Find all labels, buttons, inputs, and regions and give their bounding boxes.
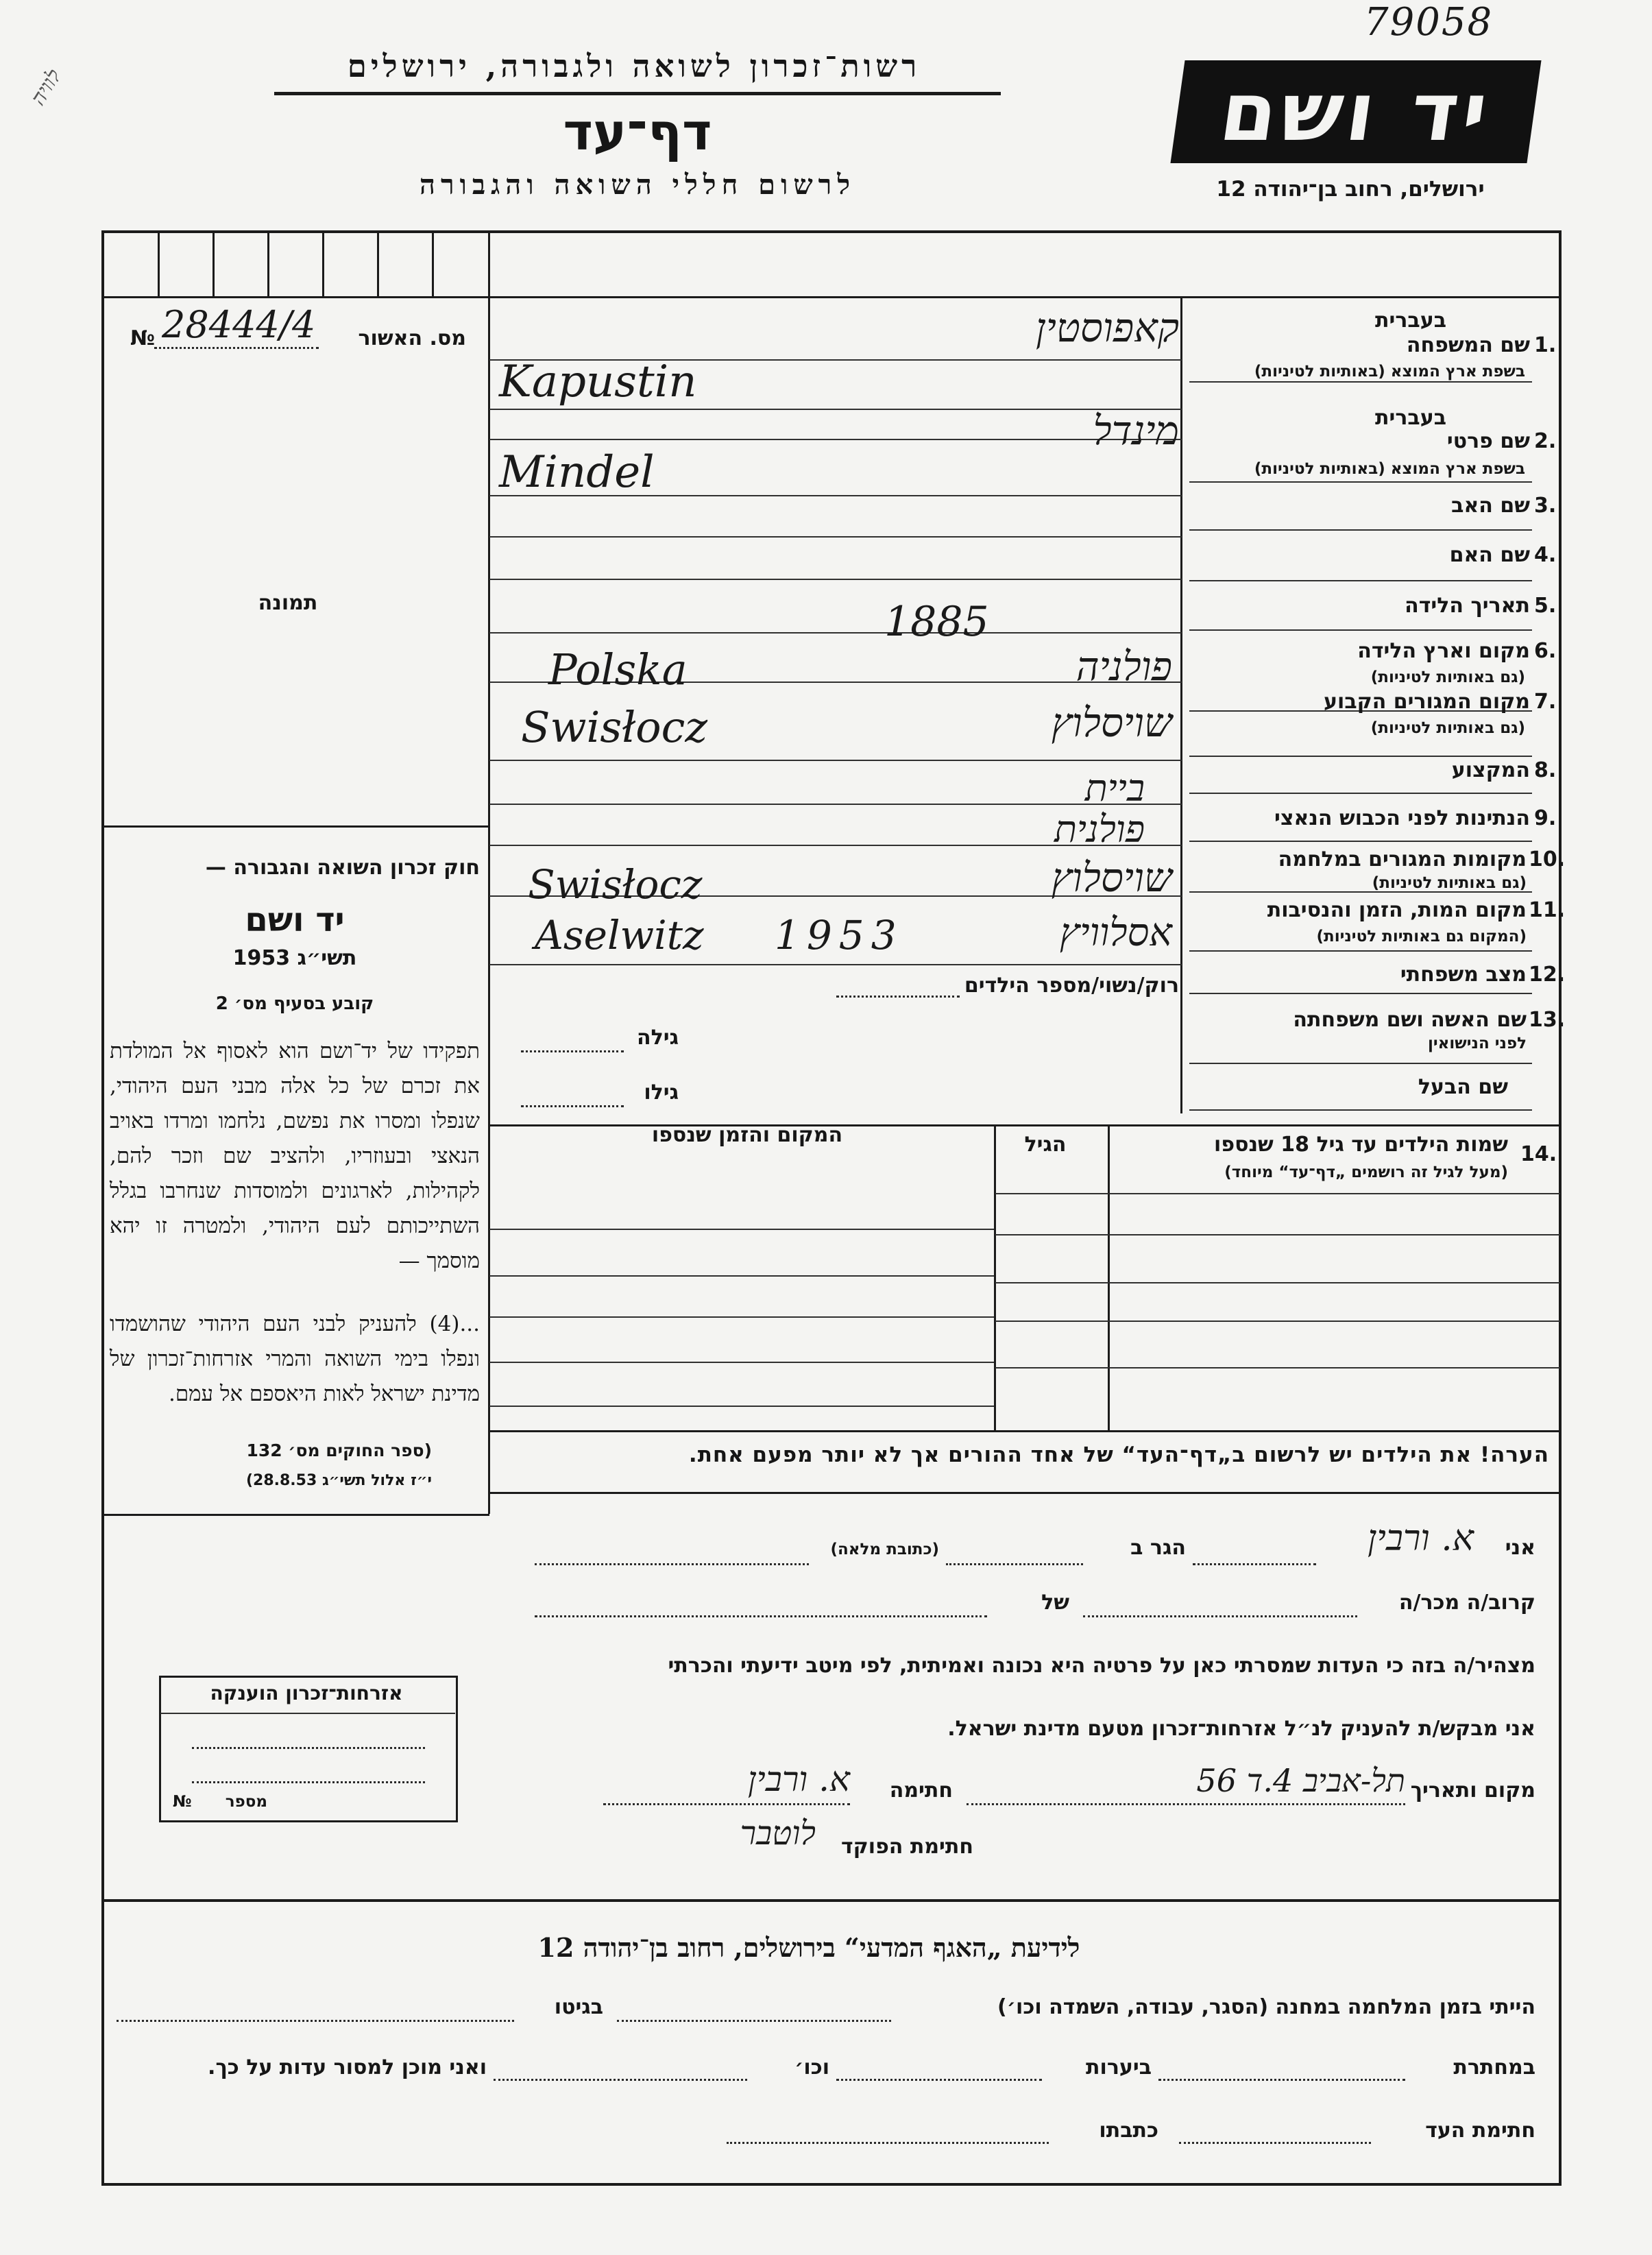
field-6-latin-value[interactable]: Polska xyxy=(548,644,688,695)
decl-signature-value[interactable]: א. ורבין xyxy=(747,1759,850,1799)
field-12-number: 12. xyxy=(1529,963,1566,987)
field-10-sub: (גם באותיות לטיניות) xyxy=(1372,874,1527,892)
approval-number: 28444/4 xyxy=(162,303,316,346)
field-2-sub: בשפת ארץ המוצא (באותיות לטיניות) xyxy=(1254,460,1525,478)
field-11-label: מקום המות, הזמן והנסיבות xyxy=(1267,898,1527,922)
decl-clerk-value[interactable]: לוטבר xyxy=(740,1814,816,1853)
field-2-label: שם פרטי xyxy=(1446,429,1530,453)
bottom-witness-signature-label: חתימת העד xyxy=(1425,2119,1535,2143)
field-12-options[interactable]: רוק/נשוי/מספר הילדים xyxy=(964,974,1179,998)
grid-cell xyxy=(158,232,160,298)
children-label: שמות הילדים עד גיל 18 שנספו xyxy=(1214,1133,1508,1157)
corner-stamp: לוויה xyxy=(26,64,66,110)
grid-cell xyxy=(322,232,324,298)
field-2-hebrew-value[interactable]: מינדל xyxy=(1093,407,1179,454)
field-10-latin-value[interactable]: Swisłocz xyxy=(528,861,703,908)
field-9-value[interactable]: פולנית xyxy=(1054,808,1145,851)
husband-label: שם הבעל xyxy=(1418,1075,1508,1099)
form-subtitle: לרשום חללי השואה והגבורה xyxy=(419,169,856,201)
decl-address-label: (כתובת מלאה) xyxy=(830,1541,939,1558)
children-col-divider xyxy=(1108,1126,1110,1430)
field-13-number: 13. xyxy=(1529,1008,1566,1032)
approval-no-symbol: № xyxy=(130,326,156,350)
law-clause: קובע בסעיף מס׳ 2 xyxy=(215,993,374,1014)
field-1-hebrew-value[interactable]: קאפוסטין xyxy=(1035,304,1179,351)
field-13-label: שם האשה ושם משפחתה xyxy=(1293,1008,1527,1032)
decl-request: אני מבקש/ת להעניק לנ״ל אזרחות־זכרון מטעם מדינת ישראל. xyxy=(947,1717,1535,1741)
field-5-number: 5. xyxy=(1534,594,1557,618)
certificate-title: אזרחות־זכרון הוענקה xyxy=(210,1682,403,1704)
field-3-label: שם האב xyxy=(1451,494,1530,518)
field-7-sub: (גם באותיות לטיניות) xyxy=(1370,719,1525,737)
law-text-1: תפקידו של יד־ושם הוא לאסוף אל המולדת את זכרם של כל אלה מבני העם היהודי, שנפלו ומסרו את נפשם, נלחמו ומרדו באויב הנאצי ובעוזריו, ולהציב שם וזכר להם, לקהילות, לארגונים ולמוסדות שנחרבו בגלל השתייכותם לעם היהודי, ולמטרה זו יהא מוסמך — xyxy=(110,1039,480,1273)
decl-of-label: של xyxy=(1041,1591,1069,1615)
decl-signature-label: חתימה xyxy=(889,1778,953,1802)
children-place-col: המקום והזמן שנספו xyxy=(651,1123,843,1147)
field-5-value[interactable]: 1885 xyxy=(884,598,989,646)
bottom-forests-label: ביערות xyxy=(1086,2055,1152,2079)
field-7-label: מקום המגורים הקבוע xyxy=(1324,690,1530,714)
certificate-number-label: מספר xyxy=(225,1793,267,1811)
field-7-number: 7. xyxy=(1534,690,1557,714)
children-col-divider xyxy=(994,1126,996,1430)
column-divider xyxy=(488,232,490,1514)
field-9-number: 9. xyxy=(1534,806,1557,830)
decl-clerk-label: חתימת הפוקד xyxy=(841,1835,973,1859)
field-11-year[interactable]: 1953 xyxy=(775,912,903,958)
field-1-latin-value[interactable]: Kapustin xyxy=(499,357,697,407)
bottom-title: לידיעת „האגף המדעי“ בירושלים, רחוב בן־יהודה 12 xyxy=(537,1932,1080,1963)
field-11-hebrew-value[interactable]: אסלוויץ xyxy=(1059,911,1172,955)
field-8-value[interactable]: ביית xyxy=(1084,767,1145,810)
bottom-address-label: כתבתו xyxy=(1099,2119,1158,2143)
field-9-label: הנתינות לפני הכבוש הנאצי xyxy=(1274,806,1530,830)
children-sub: (מעל לגיל זה רושמים „דף־עד“ מיוחד) xyxy=(1224,1163,1508,1181)
grid-cell xyxy=(432,232,434,298)
field-6-label: מקום וארץ הלידה xyxy=(1357,639,1530,663)
field-1-sub: בשפת ארץ המוצא (באותיות לטיניות) xyxy=(1254,363,1525,381)
grid-cell xyxy=(212,232,215,298)
field-10-label: מקומות המגורים במלחמה xyxy=(1278,847,1527,871)
children-note: הערה! את הילדים יש לרשום ב„דף־העד“ של אחד ההורים אך לא יותר מפעם אחת. xyxy=(688,1443,1549,1467)
law-source: (ספר החוקים מס׳ 132 xyxy=(246,1440,432,1460)
bottom-underground-label: במחתרת xyxy=(1453,2055,1535,2079)
grid-cell xyxy=(377,232,379,298)
grid-cell xyxy=(267,232,269,298)
field-4-label: שם האם xyxy=(1449,543,1530,567)
law-name: יד ושם xyxy=(245,901,345,939)
field-5-label: תאריך הלידה xyxy=(1405,594,1530,618)
certificate-no-symbol: № xyxy=(173,1793,192,1811)
field-6-sub: (גם באותיות לטיניות) xyxy=(1370,668,1525,686)
field-12-label: מצב משפחתי xyxy=(1400,963,1527,987)
field-11-number: 11. xyxy=(1529,898,1566,922)
bottom-etc-label: וכו׳ xyxy=(794,2055,829,2079)
field-8-label: המקצוע xyxy=(1451,758,1530,782)
field-13-age-label: גילה xyxy=(637,1026,679,1050)
children-age-col: הגיל xyxy=(1024,1133,1067,1157)
approval-label: מס. האשור xyxy=(358,326,466,350)
archive-number: 79058 xyxy=(1364,0,1494,45)
field-2-hebrew-tag: בעברית xyxy=(1375,406,1446,430)
header-rule xyxy=(274,92,1001,95)
field-3-number: 3. xyxy=(1534,494,1557,518)
bottom-testimony-label: ואני מוכן למסור עדות על כך. xyxy=(208,2055,487,2079)
bottom-camp-label: הייתי בזמן המלחמה במחנה (הסגר, עבודה, השמדה וכו׳) xyxy=(997,1995,1535,2019)
law-text-2: ...(4) להעניק לבני העם היהודי שהושמדו ונפלו בימי השואה והמרי אזרחות־זכרון של מדינת ישראל לאות היאספם אל עמם. xyxy=(110,1312,480,1406)
children-number: 14. xyxy=(1520,1142,1557,1166)
photo-label: תמונה xyxy=(258,591,318,615)
yad-vashem-logo: יד ושם xyxy=(1170,60,1541,163)
field-6-hebrew-value[interactable]: פולניה xyxy=(1076,643,1172,690)
field-1-label: שם המשפחה xyxy=(1406,333,1530,357)
header-address: ירושלים, רחוב בן־יהודה 12 xyxy=(1216,177,1485,202)
decl-place-date-value[interactable]: תל-אביב 4.ד 56 xyxy=(1196,1762,1405,1799)
decl-residing-label: הגר ב xyxy=(1130,1536,1186,1560)
husband-age-label: גילו xyxy=(644,1081,679,1105)
law-year: תשי״ג 1953 xyxy=(232,946,357,970)
field-11-sub: (המקום גם באותיות לטיניות) xyxy=(1316,928,1527,945)
field-13-sub: לפני הנישואין xyxy=(1428,1035,1527,1052)
field-6-number: 6. xyxy=(1534,639,1557,663)
decl-relation-label: קרוב/ה מכר/ה xyxy=(1398,1591,1535,1615)
authority-title: רשות־זכרון לשואה ולגבורה, ירושלים xyxy=(347,48,921,84)
field-2-number: 2. xyxy=(1534,429,1557,453)
decl-place-date-label: מקום ותאריך xyxy=(1410,1778,1535,1802)
decl-i-value[interactable]: א. ורבין xyxy=(1367,1518,1474,1559)
field-10-hebrew-value[interactable]: שויסלוץ xyxy=(1051,854,1172,901)
field-1-number: 1. xyxy=(1534,333,1557,357)
field-7-hebrew-value[interactable]: שויסלוץ xyxy=(1051,699,1172,746)
field-1-hebrew-tag: בעברית xyxy=(1375,309,1446,333)
label-column-divider xyxy=(1180,296,1182,1113)
field-11-latin-value[interactable]: Aselwitz xyxy=(535,912,704,958)
law-date: י״ז אלול תשי״ג 28.8.53) xyxy=(245,1472,432,1489)
bottom-ghetto-label: בגיטו xyxy=(554,1995,603,2019)
field-4-number: 4. xyxy=(1534,543,1557,567)
approval-underline xyxy=(154,347,319,349)
grid-rule xyxy=(103,296,1560,298)
form-title: דף־עד xyxy=(563,103,712,162)
decl-i-label: אני xyxy=(1505,1536,1535,1560)
field-7-latin-value[interactable]: Swisłocz xyxy=(521,702,708,752)
field-10-number: 10. xyxy=(1529,847,1566,871)
field-2-latin-value[interactable]: Mindel xyxy=(499,447,655,498)
field-8-number: 8. xyxy=(1534,758,1557,782)
decl-statement: מצהיר/ה בזה כי העדות שמסרתי כאן על פרטיה היא נכונה ואמיתית, לפי מיטב ידיעתי והכרתי xyxy=(668,1654,1535,1678)
law-title: חוק זכרון השואה והגבורה — xyxy=(205,856,480,880)
